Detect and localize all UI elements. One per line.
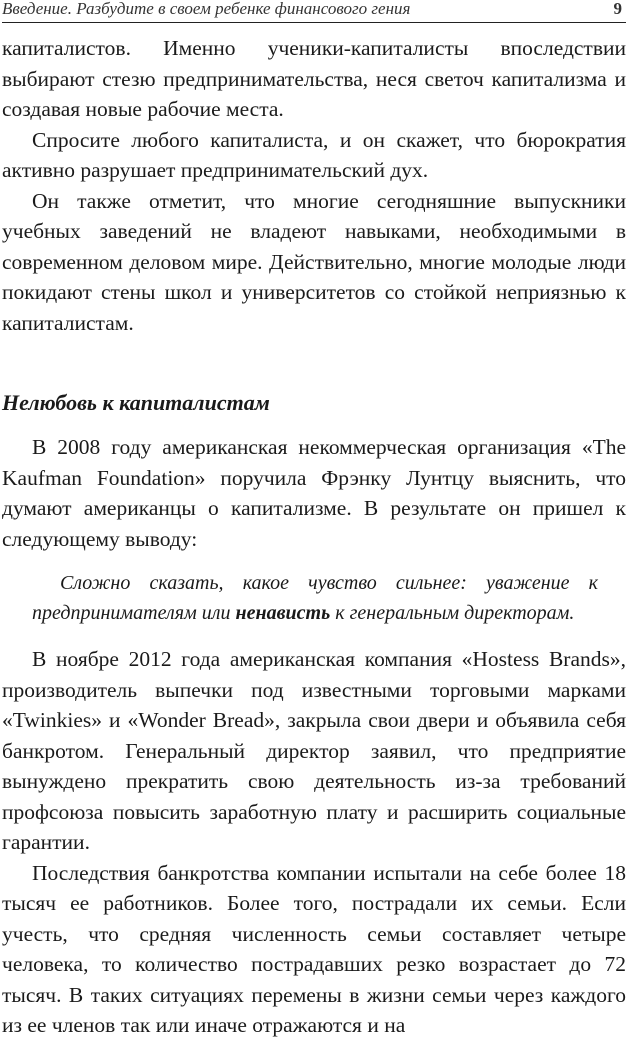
quote-text-start: Сложно сказать, какое чувство сильнее: уважение к предпринимателям или xyxy=(32,572,598,624)
page-body xyxy=(2,33,626,1041)
paragraph-3: Он также отметит, что многие сегодняшние выпускники учебных заведений не владеют навыками, необходимыми в современном деловом мире. Действительно, многие молодые люди покидают стены школ и университетов со стойкой неприязнью к капиталистам. xyxy=(2,188,626,335)
paragraph-6: Последствия банкротства компании испытали на себе более 18 тысяч ее работников. Более того, пострадали их семьи. Если учесть, что средняя численность семьи составляет четыре человека, то количество пострадавших резко возрастает до 72 тысяч. В таких ситуациях перемены в жизни семьи через каждого из ее членов так или иначе отражаются и на xyxy=(2,860,626,1037)
paragraph-4: В 2008 году американская некоммерческая организация «The Kaufman Foundation» поручила Фрэнку Лунтцу выяснить, что думают американцы о капитализме. В результате он пришел к следующему выводу: xyxy=(2,435,626,551)
quote-text-end: к генеральным директорам. xyxy=(330,602,575,624)
paragraph-5: В ноябре 2012 года американская компания «Hostess Brands», производитель выпечки под известными торговыми марками «Twinkies» и «Wonder Bread», закрыла свои двери и объявила себя банкротом. Генеральный директор заявил, что предприятие вынуждено прекратить свою деятельность из-за требований профсоюза повысить заработную плату и расширить социальные гарантии. xyxy=(2,647,626,854)
page-number: 9 xyxy=(613,0,622,18)
paragraph-2: Спросите любого капиталиста, и он скажет, что бюрократия активно разрушает предпринимательский дух. xyxy=(2,127,626,182)
running-header xyxy=(2,0,626,23)
quote-emphasis: ненависть xyxy=(235,602,331,624)
section-title: Нелюбовь к капиталистам xyxy=(2,390,270,415)
quote-block xyxy=(2,568,626,628)
running-title: Введение. Разбудите в своем ребенке финансового гения xyxy=(2,0,411,18)
paragraph-1: капиталистов. Именно ученики-капиталисты впоследствии выбирают стезю предпринимательства, неся светоч капитализма и создавая новые рабочие места. xyxy=(2,36,626,121)
